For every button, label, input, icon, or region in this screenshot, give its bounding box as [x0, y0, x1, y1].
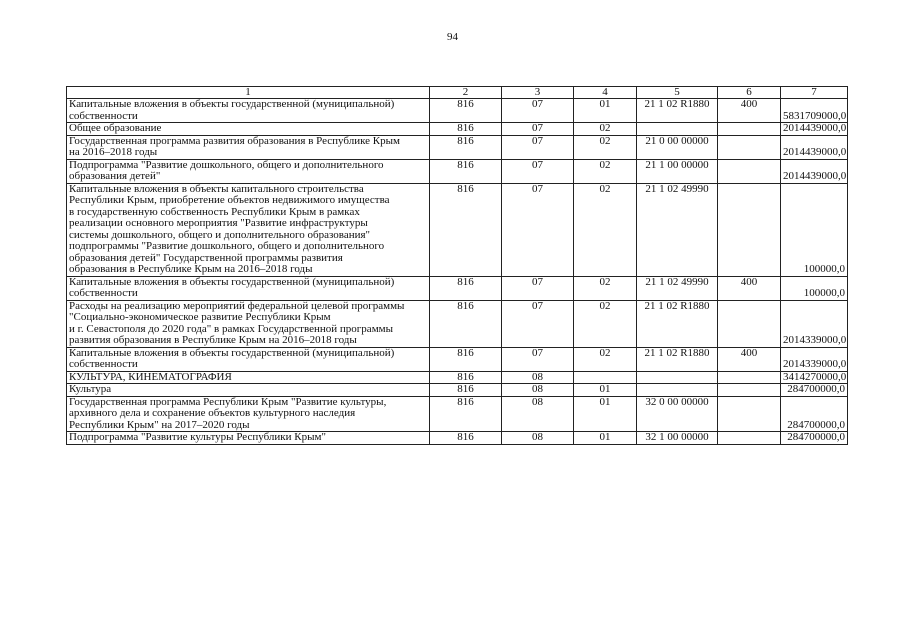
table-row [67, 276, 848, 300]
row-description: Государственная программа развития образования в Республике Крым на 2016–2018 годы [67, 135, 430, 159]
row-ministry-code: 816 [430, 159, 502, 183]
row-section-code: 08 [502, 396, 574, 432]
row-amount: 100000,0 [781, 276, 848, 300]
row-subsection-code: 02 [574, 123, 637, 136]
row-subsection-code: 02 [574, 159, 637, 183]
table-row [67, 384, 848, 397]
row-amount: 284700000,0 [781, 396, 848, 432]
header-col-7: 7 [781, 87, 848, 99]
row-target-article: 32 0 00 00000 [637, 396, 718, 432]
row-section-code: 08 [502, 384, 574, 397]
row-ministry-code: 816 [430, 396, 502, 432]
row-amount: 284700000,0 [781, 432, 848, 445]
budget-table [66, 86, 848, 445]
row-amount: 100000,0 [781, 183, 848, 276]
row-description: Подпрограмма "Развитие дошкольного, общего и дополнительного образования детей" [67, 159, 430, 183]
row-expense-type [718, 396, 781, 432]
row-ministry-code: 816 [430, 371, 502, 384]
row-expense-type: 400 [718, 276, 781, 300]
row-ministry-code: 816 [430, 123, 502, 136]
table-row [67, 183, 848, 276]
row-subsection-code: 02 [574, 347, 637, 371]
table-row [67, 99, 848, 123]
row-amount: 2014339000,0 [781, 300, 848, 347]
row-amount: 2014439000,0 [781, 135, 848, 159]
row-subsection-code: 01 [574, 396, 637, 432]
row-target-article: 21 1 02 49990 [637, 183, 718, 276]
row-ministry-code: 816 [430, 432, 502, 445]
row-expense-type [718, 300, 781, 347]
row-description: Культура [67, 384, 430, 397]
table-row [67, 371, 848, 384]
row-subsection-code: 01 [574, 99, 637, 123]
table-row [67, 159, 848, 183]
header-col-3: 3 [502, 87, 574, 99]
row-amount: 2014439000,0 [781, 123, 848, 136]
table-body [67, 87, 848, 445]
row-ministry-code: 816 [430, 300, 502, 347]
row-amount: 284700000,0 [781, 384, 848, 397]
header-col-1: 1 [67, 87, 430, 99]
row-target-article: 21 1 00 00000 [637, 159, 718, 183]
table-row [67, 300, 848, 347]
row-description: Расходы на реализацию мероприятий федеральной целевой программы "Социально-экономическое развитие Республики Крым и г. Севастополя до 2020 года" в рамках Государственной программы развития образования в Республике Крым на 2016–2018 годы [67, 300, 430, 347]
row-expense-type: 400 [718, 347, 781, 371]
row-subsection-code: 02 [574, 276, 637, 300]
row-amount: 2014439000,0 [781, 159, 848, 183]
row-target-article: 21 1 02 R1880 [637, 347, 718, 371]
row-description: Подпрограмма "Развитие культуры Республики Крым" [67, 432, 430, 445]
row-expense-type [718, 384, 781, 397]
row-description: КУЛЬТУРА, КИНЕМАТОГРАФИЯ [67, 371, 430, 384]
row-subsection-code: 01 [574, 432, 637, 445]
table-row [67, 123, 848, 136]
row-description: Капитальные вложения в объекты государственной (муниципальной) собственности [67, 99, 430, 123]
row-target-article: 21 0 00 00000 [637, 135, 718, 159]
page-number: 94 [447, 31, 458, 43]
row-target-article [637, 123, 718, 136]
row-ministry-code: 816 [430, 276, 502, 300]
header-col-2: 2 [430, 87, 502, 99]
row-section-code: 07 [502, 183, 574, 276]
row-subsection-code: 02 [574, 300, 637, 347]
row-section-code: 08 [502, 371, 574, 384]
row-expense-type [718, 432, 781, 445]
table-header-row [67, 87, 848, 99]
row-description: Капитальные вложения в объекты государственной (муниципальной) собственности [67, 347, 430, 371]
header-col-4: 4 [574, 87, 637, 99]
row-description: Государственная программа Республики Крым "Развитие культуры, архивного дела и сохранение объектов культурного наследия Республики Крым" на 2017–2020 годы [67, 396, 430, 432]
row-expense-type [718, 159, 781, 183]
row-subsection-code: 01 [574, 384, 637, 397]
row-description: Капитальные вложения в объекты капитального строительства Республики Крым, приобретение объектов недвижимого имущества в государственную собственность Республики Крым в рамках реализации основного мероприятия "Развитие инфраструктуры системы дошкольного, общего и дополнительного образования" подпрограммы "Развитие дошкольного, общего и дополнительного образования детей" Государственной программы развития образования в Республике Крым на 2016–2018 годы [67, 183, 430, 276]
row-expense-type [718, 183, 781, 276]
row-section-code: 07 [502, 99, 574, 123]
row-expense-type [718, 135, 781, 159]
row-amount: 5831709000,0 [781, 99, 848, 123]
row-expense-type [718, 123, 781, 136]
row-target-article [637, 384, 718, 397]
row-section-code: 07 [502, 159, 574, 183]
table-row [67, 396, 848, 432]
row-description: Общее образование [67, 123, 430, 136]
row-section-code: 07 [502, 123, 574, 136]
row-section-code: 07 [502, 276, 574, 300]
row-ministry-code: 816 [430, 347, 502, 371]
row-expense-type: 400 [718, 99, 781, 123]
header-col-5: 5 [637, 87, 718, 99]
row-target-article: 21 1 02 49990 [637, 276, 718, 300]
row-ministry-code: 816 [430, 384, 502, 397]
row-subsection-code [574, 371, 637, 384]
table-row [67, 347, 848, 371]
row-ministry-code: 816 [430, 183, 502, 276]
row-section-code: 07 [502, 347, 574, 371]
row-subsection-code: 02 [574, 135, 637, 159]
row-target-article [637, 371, 718, 384]
row-ministry-code: 816 [430, 135, 502, 159]
row-description: Капитальные вложения в объекты государственной (муниципальной) собственности [67, 276, 430, 300]
row-amount: 3414270000,0 [781, 371, 848, 384]
row-section-code: 08 [502, 432, 574, 445]
row-target-article: 21 1 02 R1880 [637, 99, 718, 123]
table-row [67, 432, 848, 445]
row-target-article: 32 1 00 00000 [637, 432, 718, 445]
row-amount: 2014339000,0 [781, 347, 848, 371]
header-col-6: 6 [718, 87, 781, 99]
row-section-code: 07 [502, 135, 574, 159]
row-ministry-code: 816 [430, 99, 502, 123]
row-subsection-code: 02 [574, 183, 637, 276]
row-section-code: 07 [502, 300, 574, 347]
table-row [67, 135, 848, 159]
row-expense-type [718, 371, 781, 384]
row-target-article: 21 1 02 R1880 [637, 300, 718, 347]
